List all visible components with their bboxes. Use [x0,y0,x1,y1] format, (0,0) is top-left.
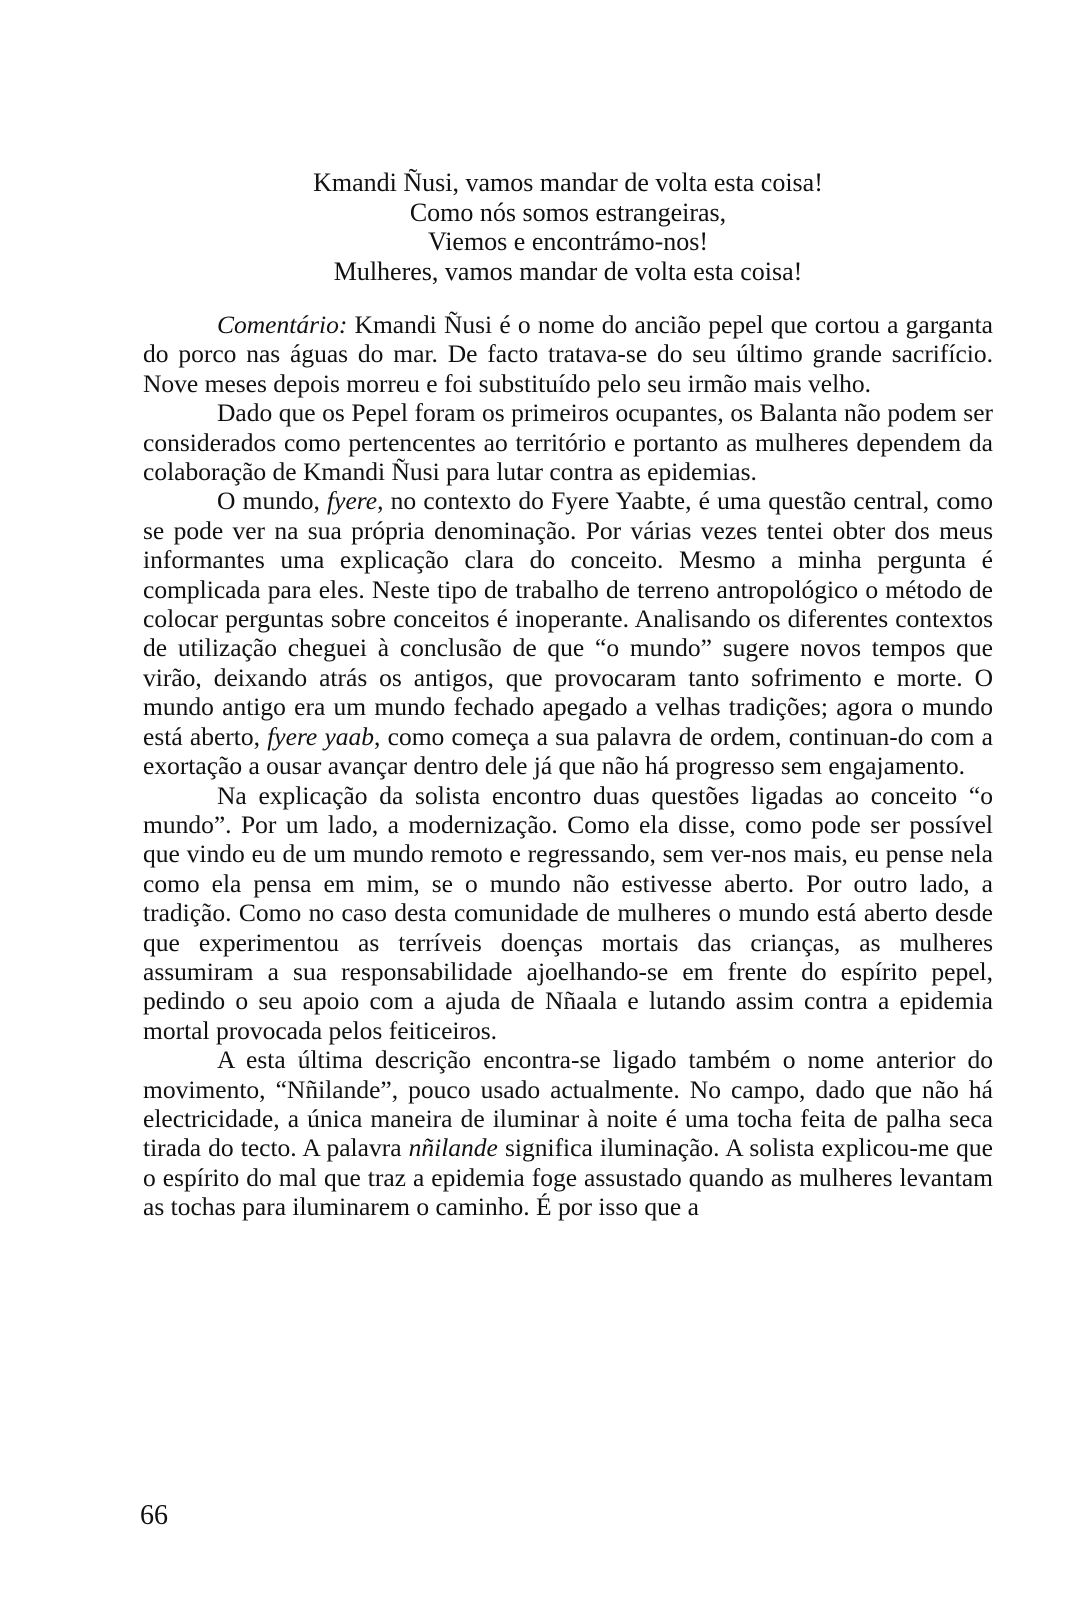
verse-line: Viemos e encontrámo-nos! [427,227,709,256]
page-body [143,168,993,1222]
comment-text: Kmandi Ñusi é o nome do ancião pepel que cortou a garganta do porco nas águas do mar. De facto tratava-se do seu último grande sacrifício. Nove meses depois morreu e foi substituído pelo seu irmão mais velho. [143,310,993,398]
term-fyere: fyere [327,486,378,516]
page-number: 66 [140,1500,168,1531]
comment-label: Comentário: [217,310,348,339]
text-run: A esta última descrição encontra-se ligado também o nome anterior do movimento, “Nñilande”, pouco usado actualmente. No campo, dado que não há electricidade, a única maneira de iluminar à noite é uma tocha feita de palha seca tirada do tecto. A palavra [143,1045,993,1163]
term-fyere-yaab: fyere yaab [267,721,375,751]
paragraph-nnilande [143,1045,993,1221]
verse-line: Kmandi Ñusi, vamos mandar de volta esta coisa! [313,168,823,197]
verse-line: Mulheres, vamos mandar de volta esta coisa! [333,256,803,286]
song-verse [143,168,993,286]
text-run: , no contexto do Fyere Yaabte, é uma questão central, como se pode ver na sua própria denominação. Por várias vezes tentei obter dos meus informantes uma explicação clara do conceito. Mesmo a minha pergunta é complicada para eles. Neste tipo de trabalho de terreno antropológico o método de colocar perguntas sobre conceitos é inoperante. Analisando os diferentes contextos de utilização cheguei à conclusão de que “o mundo” sugere novos tempos que virão, deixando atrás os antigos, que provocaram tanto sofrimento e morte. O mundo antigo era um mundo fechado apegado a velhas tradições; agora o mundo está aberto, [143,486,993,751]
paragraph-solista: Na explicação da solista encontro duas questões ligadas ao conceito “o mundo”. Por um lado, a modernização. Como ela disse, como pode ser possível que vindo eu de um mundo remoto e regressando, sem ver-nos mais, eu pense nela como ela pensa em mim, se o mundo não estivesse aberto. Por outro lado, a tradição. Como no caso desta comunidade de mulheres o mundo está aberto desde que experimentou as terríveis doenças mortais das crianças, as mulheres assumiram a sua responsabilidade ajoelhando-se em frente do espírito pepel, pedindo o seu apoio com a ajuda de Nñaala e lutando assim contra a epidemia mortal provocada pelos feiticeiros. [143,780,993,1045]
comment-paragraph [143,310,993,398]
paragraph-balanta: Dado que os Pepel foram os primeiros ocupantes, os Balanta não podem ser considerados como pertencentes ao território e portanto as mulheres dependem da colaboração de Kmandi Ñusi para lutar contra as epidemias. [143,398,993,487]
text-run: , como começa a sua palavra de ordem, continuan-do com a exortação a ousar avançar dentro dele já que não há progresso sem engajamento. [143,721,993,781]
text-run: O mundo, [217,486,328,516]
paragraph-mundo [143,486,993,780]
term-nnilande: nñilande [408,1133,498,1163]
text-run: significa iluminação. A solista explicou-me que o espírito do mal que traz a epidemia foge assustado quando as mulheres levantam as tochas para iluminarem o caminho. É por isso que a [143,1133,993,1222]
verse-line: Como nós somos estrangeiras, [409,197,727,227]
